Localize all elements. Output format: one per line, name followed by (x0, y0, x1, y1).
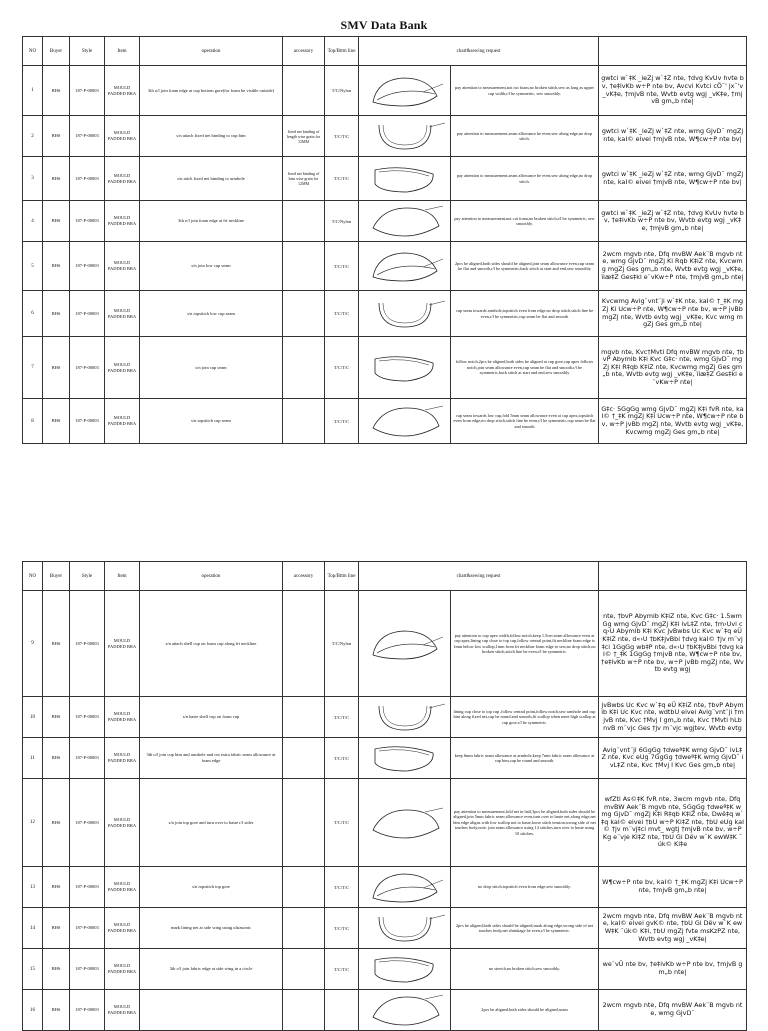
garment-sketch (359, 116, 451, 157)
garment-sketch (359, 399, 451, 444)
header-line: Top/Bttm line (325, 37, 359, 66)
header-blank (599, 37, 747, 66)
row-number: 16 (23, 990, 43, 1031)
header-no: NO (23, 37, 43, 66)
item-cell: MOULD PADDED BRA (105, 157, 140, 201)
line-cell: T/C/T/C (325, 779, 359, 867)
buyer-cell: BHS (43, 157, 70, 201)
accessory-cell: fixed net binding of bias wise grain for 12MM (283, 157, 325, 201)
page-title: SMV Data Bank (340, 18, 428, 32)
accessory-cell (283, 990, 325, 1031)
style-cell: 187-P-00003 (70, 738, 105, 779)
item-cell: MOULD PADDED BRA (105, 291, 140, 337)
style-cell: 187-P-00003 (70, 591, 105, 697)
local-language-cell: nte, †bvP Abymib K‡iZ nte, Kvc G‡c· 1.5wmGg wmg GjvD¯ mgZj K‡i ivL‡Z nte, †m›Uvi cq›U Abymib K‡i Kvc jvBwbs Uc Kvc w`‡q eÜ K‡iZ nte, d«›U †bK‡jvBbi †dvg kaI© †jv m¨vj‡ci 1GgGg wb‡P nte, d«›U †bK‡jvBbi †dvg kaI© †_‡K 1GgGg †mjvB nte, W¶cw÷P nte bv, †e‡ivKb w÷P nte bv, w÷P jvBb mgZj nte, Wvtb evtg wgj (599, 591, 747, 697)
row-number: 10 (23, 697, 43, 738)
table-row (23, 116, 747, 157)
item-cell: MOULD PADDED BRA (105, 337, 140, 399)
item-cell: MOULD PADDED BRA (105, 949, 140, 990)
buyer-cell: BHS (43, 949, 70, 990)
garment-sketch-drawing (363, 295, 447, 333)
buyer-cell: BHS (43, 337, 70, 399)
local-language-cell: gwtci w`‡K _ieZj w`‡Z nte, wmg GjvD¯ mgZj nte, kaI© eivei †mjvB nte, W¶cw÷P nte bv| (599, 157, 747, 201)
garment-sketch-drawing (363, 804, 447, 842)
style-cell: 187-P-00003 (70, 66, 105, 116)
operation-cell: s/n join low cup seam (140, 242, 283, 291)
operation-cell: s/n attach fixed net binding to cup btm (140, 116, 283, 157)
garment-sketch-drawing (363, 698, 447, 736)
accessory-cell (283, 738, 325, 779)
style-cell: 187-P-00003 (70, 697, 105, 738)
local-language-cell: Avig¨vnt¨ji 6GgGg †dweª‡K wmg GjvD¯ ivL‡Z nte, Kvc eUg 7GgGg †dweª‡K wmg GjvD¯ ivL‡Z nte, Kvc †Mvj I Kvc Ges gm„b nte| (599, 738, 747, 779)
row-number: 6 (23, 291, 43, 337)
style-cell: 187-P-00003 (70, 867, 105, 908)
buyer-cell: BHS (43, 242, 70, 291)
style-cell: 187-P-00003 (70, 779, 105, 867)
table-row (23, 591, 747, 697)
operation-cell: s/n attach shell cup on foam cup along frt neckline (140, 591, 283, 697)
style-cell: 187-P-00003 (70, 201, 105, 242)
item-cell: MOULD PADDED BRA (105, 908, 140, 949)
row-number: 1 (23, 66, 43, 116)
table-row (23, 399, 747, 444)
operation-cell: s/n join cup seam (140, 337, 283, 399)
sewing-request-cell: lining cup close to top cup ,follow central point,follow notch,sew armhole and cup btm along fixed net,cup be round and smooth,fit scallop when meet high scallop at cup gore,r/l be symmetric. (451, 697, 599, 738)
header-request: chart&sewing request (359, 562, 599, 591)
garment-sketch-drawing (363, 868, 447, 906)
operation-cell: 3th o/l join fabric edge at side wing in a circle (140, 949, 283, 990)
operation-cell (140, 990, 283, 1031)
buyer-cell: BHS (43, 66, 70, 116)
local-language-cell: gwtci w`‡K _ieZj w`‡Z nte, †dvg KvUv hvte bv, †e‡ivKb w÷P nte bv, Wvtb evtg wgj _vK‡e, †mjvB gm„b nte| (599, 201, 747, 242)
table-row (23, 908, 747, 949)
local-language-cell: gwtci w`‡K _ieZj w`‡Z nte, †dvg KvUv hvte bv, †e‡ivKb w÷P nte bv, Avcvi Kvtci cÖ¯' jx¯'v _vK‡e, †mjvB nte, Wvtb evtg wgj _vK‡e, †mjvB gm„b nte| (599, 66, 747, 116)
smv-table-1 (22, 36, 747, 444)
row-number: 4 (23, 201, 43, 242)
garment-sketch (359, 697, 451, 738)
sewing-request-cell: pay attention to measurement,fold net in half,3pcs be aligned,both sides should be aligned,join 5mm fabric seam allowance even,turn over to baste net along edge,net btm edge aligns with low scallop not to baste,loose stitch tension,wrong side of net touches body,note: join seam allowance using 14 stitches,turn over to baste using 10 stitches. (451, 779, 599, 867)
line-cell: T/C/T/C (325, 738, 359, 779)
garment-sketch (359, 337, 451, 399)
operation-cell: 3th o/l join cup btm and armhole and cut extra fabric seam allowance at foam edge (140, 738, 283, 779)
table-row (23, 697, 747, 738)
header-buyer: Buyer (43, 562, 70, 591)
garment-sketch-drawing (363, 160, 447, 198)
buyer-cell: BHS (43, 908, 70, 949)
garment-sketch-drawing (363, 909, 447, 947)
table-header-row (23, 562, 747, 591)
smv-table-2 (22, 561, 747, 1031)
garment-sketch-drawing (363, 625, 447, 663)
garment-sketch-drawing (363, 202, 447, 240)
garment-sketch (359, 201, 451, 242)
item-cell: MOULD PADDED BRA (105, 399, 140, 444)
buyer-cell: BHS (43, 399, 70, 444)
table-row (23, 867, 747, 908)
style-cell: 187-P-00003 (70, 908, 105, 949)
garment-sketch (359, 66, 451, 116)
local-language-cell: gwtci w`‡K _ieZj w`‡Z nte, wmg GjvD¯ mgZj nte, kaI© eivei †mjvB nte, W¶cw÷P nte bv| (599, 116, 747, 157)
operation-cell: mark lining net at side wing using ultrasonic (140, 908, 283, 949)
header-blank (599, 562, 747, 591)
header-accessory: accessory (283, 37, 325, 66)
operation-cell: s/n topstitch cup seam (140, 399, 283, 444)
style-cell: 187-P-00003 (70, 949, 105, 990)
line-cell: T/C/T/C (325, 337, 359, 399)
sewing-request-cell: 2pcs be aligned,both sides should be aligned,join seam allowance even,cup seam be flat and smooth,r/l be symmetric,back stitch at start and end,sew smoothly (451, 242, 599, 291)
garment-sketch-drawing (363, 247, 447, 285)
operation-cell: s/n attch fixed net binding to armhole (140, 157, 283, 201)
item-cell: MOULD PADDED BRA (105, 66, 140, 116)
sewing-request-cell: follow notch,2pcs be aligned,both sides be aligned at cup gore,cup apex follows notch,join seam allowance even,cup seam be flat and smooth,r/l be symmetric,back stitch at start and end,sew smoothly (451, 337, 599, 399)
local-language-cell: jvBwbs Uc Kvc w`‡q eÜ K‡iZ nte, †bvP Abymib K‡i Uc Kvc nte, wdtbU eivei Avig¨vnt¨ji †mjvB nte, Kvc †Mvj I gm„b nte, Kvc †Mvti hLb nvB m¨vjc Ges †jv m¨vjc wgjtev, Wvtb evtg (599, 697, 747, 738)
garment-sketch (359, 990, 451, 1031)
header-style: Style (70, 562, 105, 591)
sewing-request-cell: pay attention to measurement,not cut foam,no broken stitch,r/l be symmetric, sew smoothly. (451, 201, 599, 242)
line-cell: T/C/Nylon (325, 201, 359, 242)
header-operation: operation (140, 37, 283, 66)
accessory-cell (283, 337, 325, 399)
style-cell: 187-P-00003 (70, 399, 105, 444)
garment-sketch (359, 738, 451, 779)
operation-cell: 3th o/l join foam edge at frt neckline (140, 201, 283, 242)
header-line: Top/Bttm line (325, 562, 359, 591)
header-operation: operation (140, 562, 283, 591)
buyer-cell: BHS (43, 779, 70, 867)
sewing-request-cell: pay attention to measurement,seam allowance be even,sew along edge,no drop stitch. (451, 157, 599, 201)
garment-sketch (359, 867, 451, 908)
garment-sketch-drawing (363, 349, 447, 387)
operation-cell: s/n topstitch top gore (140, 867, 283, 908)
line-cell: T/C/Nylon (325, 591, 359, 697)
item-cell: MOULD PADDED BRA (105, 990, 140, 1031)
style-cell: 187-P-00003 (70, 337, 105, 399)
item-cell: MOULD PADDED BRA (105, 591, 140, 697)
sewing-request-cell: pay attention to cup apex width,follow notch,keep 1.5cm seam allowance even at cup apex,lining cup close to top cup,follow central point,fit neckline foam edge is 1mm below low scallop,1mm from frt neckline foam edge to sew,no drop stitch,no broken stitch,stitch line be even,r/l be symmetric. (451, 591, 599, 697)
operation-cell: s/n topstitch low cup seam (140, 291, 283, 337)
item-cell: MOULD PADDED BRA (105, 867, 140, 908)
line-cell: T/C/T/C (325, 242, 359, 291)
sewing-request-cell: pay attention to measurement,not cut foam,no broken stitch,sew as long as upper cup width,r/l be symmetric, sew smoothly. (451, 66, 599, 116)
buyer-cell: BHS (43, 738, 70, 779)
style-cell: 187-P-00003 (70, 116, 105, 157)
local-language-cell: W¶cw÷P nte bv, kaI© †_‡K mgZj K‡i Ucw÷P nte, †mjvB gm„b nte| (599, 867, 747, 908)
accessory-cell (283, 697, 325, 738)
line-cell (325, 990, 359, 1031)
garment-sketch (359, 242, 451, 291)
garment-sketch-drawing (363, 72, 447, 110)
garment-sketch (359, 949, 451, 990)
accessory-cell (283, 242, 325, 291)
table-row (23, 779, 747, 867)
local-language-cell: we¨vÛ nte bv, †e‡ivKb w÷P nte bv, †mjvB gm„b nte| (599, 949, 747, 990)
row-number: 7 (23, 337, 43, 399)
table-row (23, 201, 747, 242)
header-buyer: Buyer (43, 37, 70, 66)
sewing-request-cell: no stretch,no broken stitch,sew smoothly. (451, 949, 599, 990)
sewing-request-cell: 2pcs be aligned,both sides should be aligned,seam (451, 990, 599, 1031)
line-cell: T/C/T/C (325, 908, 359, 949)
header-style: Style (70, 37, 105, 66)
item-cell: MOULD PADDED BRA (105, 201, 140, 242)
accessory-cell (283, 399, 325, 444)
line-cell: T/C/T/C (325, 867, 359, 908)
line-cell: T/C/T/C (325, 157, 359, 201)
row-number: 13 (23, 867, 43, 908)
garment-sketch-drawing (363, 991, 447, 1029)
line-cell: T/C/T/C (325, 291, 359, 337)
table-1-body (23, 66, 747, 444)
row-number: 14 (23, 908, 43, 949)
sewing-request-cell: pay attention to measurement,seam allowance be even,sew along edge,no drop stitch. (451, 116, 599, 157)
table-row (23, 337, 747, 399)
buyer-cell: BHS (43, 697, 70, 738)
item-cell: MOULD PADDED BRA (105, 697, 140, 738)
sewing-request-cell: 2pcs be aligned,both sides should be aligned,mark along edge,wrong side of net touches body,net shrinkage be even,r/l be symmetric. (451, 908, 599, 949)
header-request: chart&sewing request (359, 37, 599, 66)
style-cell: 187-P-00003 (70, 291, 105, 337)
table-row (23, 291, 747, 337)
row-number: 9 (23, 591, 43, 697)
style-cell: 187-P-00003 (70, 242, 105, 291)
buyer-cell: BHS (43, 116, 70, 157)
local-language-cell: 2wcm mgvb nte, Dfq mvBW Aek¨B mgvb nte, wmg GjvD¯ (599, 990, 747, 1031)
local-language-cell: 2wcm mgvb nte, Dfq mvBW Aek¨B mgvb nte, kaI© eivei gvK© nte, †bU Gi Dëv w`K ewW‡K ¯úk© K‡i, †bU mgZj fvte msKzPZ nte, Wvtb evtg wgj _vK‡e| (599, 908, 747, 949)
local-language-cell: wfZti As©‡K fvR nte, 3wcm mgvb nte, Dfq mvBW Aek¨B mgvb nte, 5GgGg †dweª‡K wmg GjvD¯ mgZj K‡i R‡qb K‡iZ nte, Dwë‡q w`‡q kaI© eivei †bU w÷P Ki‡Z nte, †bU eUg kaI© †jv m¨vj‡ci mvt_ wgtj †mjvB nte bv, w÷P Kg e¨vje Ki‡Z nte, †bU Gi Dëv w`K ewW‡K ¯úk© Ki‡e (599, 779, 747, 867)
local-language-cell: 2wcm mgvb nte, Dfq mvBW Aek¨B mgvb nte, wmg GjvD¯ mgZj Ki Rqb K‡iZ nte, Kvcwmg mgZj Ges gm„b nte, Wvtb evtg wgj _vK‡e, ïiæ‡Z Ges‡kl e¨vKw÷P nte, †mjvB gm„b nte| (599, 242, 747, 291)
header-no: NO (23, 562, 43, 591)
item-cell: MOULD PADDED BRA (105, 116, 140, 157)
garment-sketch-drawing (363, 950, 447, 988)
row-number: 11 (23, 738, 43, 779)
item-cell: MOULD PADDED BRA (105, 779, 140, 867)
accessory-cell (283, 779, 325, 867)
sewing-request-cell: no drop stitch,topstitch even from edge,sew smoothly. (451, 867, 599, 908)
accessory-cell (283, 949, 325, 990)
accessory-cell (283, 66, 325, 116)
style-cell: 187-P-00003 (70, 990, 105, 1031)
buyer-cell: BHS (43, 591, 70, 697)
table-row (23, 990, 747, 1031)
buyer-cell: BHS (43, 291, 70, 337)
garment-sketch (359, 591, 451, 697)
buyer-cell: BHS (43, 867, 70, 908)
accessory-cell (283, 591, 325, 697)
garment-sketch (359, 157, 451, 201)
table-2-body (23, 591, 747, 1031)
style-cell: 187-P-00003 (70, 157, 105, 201)
accessory-cell (283, 867, 325, 908)
garment-sketch-drawing (363, 117, 447, 155)
accessory-cell: fixed net binding of length wise grain for 12MM (283, 116, 325, 157)
line-cell: T/C/Nylon (325, 66, 359, 116)
accessory-cell (283, 201, 325, 242)
sewing-request-cell: cup seam towards low cup,fold 5mm seam allowance even at cup apex,topstitch even from edge,no drop stitch,stitch line be even,r/l be symmetric,cup seam be flat and smooth (451, 399, 599, 444)
row-number: 15 (23, 949, 43, 990)
buyer-cell: BHS (43, 990, 70, 1031)
garment-sketch-drawing (363, 739, 447, 777)
table-row (23, 66, 747, 116)
accessory-cell (283, 908, 325, 949)
sewing-request-cell: cup seam towards armhole,topstitch even from edge,no drop stitch,stitch line be even,r/l be symmetric,cup seam be flat and smooth (451, 291, 599, 337)
row-number: 5 (23, 242, 43, 291)
header-item: Item (105, 562, 140, 591)
line-cell: T/C/T/C (325, 949, 359, 990)
garment-sketch (359, 291, 451, 337)
line-cell: T/C/T/C (325, 116, 359, 157)
operation-cell: s/n baste shell cup on foam cup (140, 697, 283, 738)
local-language-cell: Kvcwmg Avig¨vnt¨ji w`‡K nte, kaI© †_‡K mgZj Ki Ucw÷P nte, W¶cw÷P nte bv, w÷P jvBb mgZj nte, Wvtb evtg wgj _vK‡e, Kvc wmg mgZj Ges gm„b nte| (599, 291, 747, 337)
item-cell: MOULD PADDED BRA (105, 738, 140, 779)
item-cell: MOULD PADDED BRA (105, 242, 140, 291)
operation-cell: s/n join top gore and turn over to baste r/l sides (140, 779, 283, 867)
header-accessory: accessory (283, 562, 325, 591)
operation-cell: 3th o/l join foam edge at cup bottom gore(for foam be visible outside) (140, 66, 283, 116)
local-language-cell: mgvb nte, Kvc†Mvti Dfq mvBW mgvb nte, †bvP Abymib K‡i Kvc G‡c· nte, wmg GjvD¯ mgZj K‡i R‡qb K‡iZ nte, Kvcwmg mgZj Ges gm„b nte, Wvtb evtg wgj _vK‡e, ïiæ‡Z Ges‡kl e¨vKw÷P nte| (599, 337, 747, 399)
table-row (23, 949, 747, 990)
line-cell: T/C/T/C (325, 697, 359, 738)
garment-sketch (359, 908, 451, 949)
accessory-cell (283, 291, 325, 337)
buyer-cell: BHS (43, 201, 70, 242)
garment-sketch-drawing (363, 402, 447, 440)
row-number: 2 (23, 116, 43, 157)
table-header-row (23, 37, 747, 66)
table-row (23, 157, 747, 201)
row-number: 12 (23, 779, 43, 867)
row-number: 8 (23, 399, 43, 444)
local-language-cell: G‡c· 5GgGg wmg GjvD¯ mgZj K‡i fvR nte, kaI© †_‡K mgZj K‡i Ucw÷P nte, W¶cw÷P nte bv, w÷P jvBb mgZj nte, Wvtb evtg wgj _vK‡e, Kvcwmg mgZj Ges gm„b nte| (599, 399, 747, 444)
garment-sketch (359, 779, 451, 867)
table-row (23, 242, 747, 291)
row-number: 3 (23, 157, 43, 201)
table-row (23, 738, 747, 779)
line-cell: T/C/T/C (325, 399, 359, 444)
sewing-request-cell: keep 6mm fabric seam allowance at armhole,keep 7mm fabric seam allowance at cup btm,cup be round and smooth. (451, 738, 599, 779)
header-item: Item (105, 37, 140, 66)
